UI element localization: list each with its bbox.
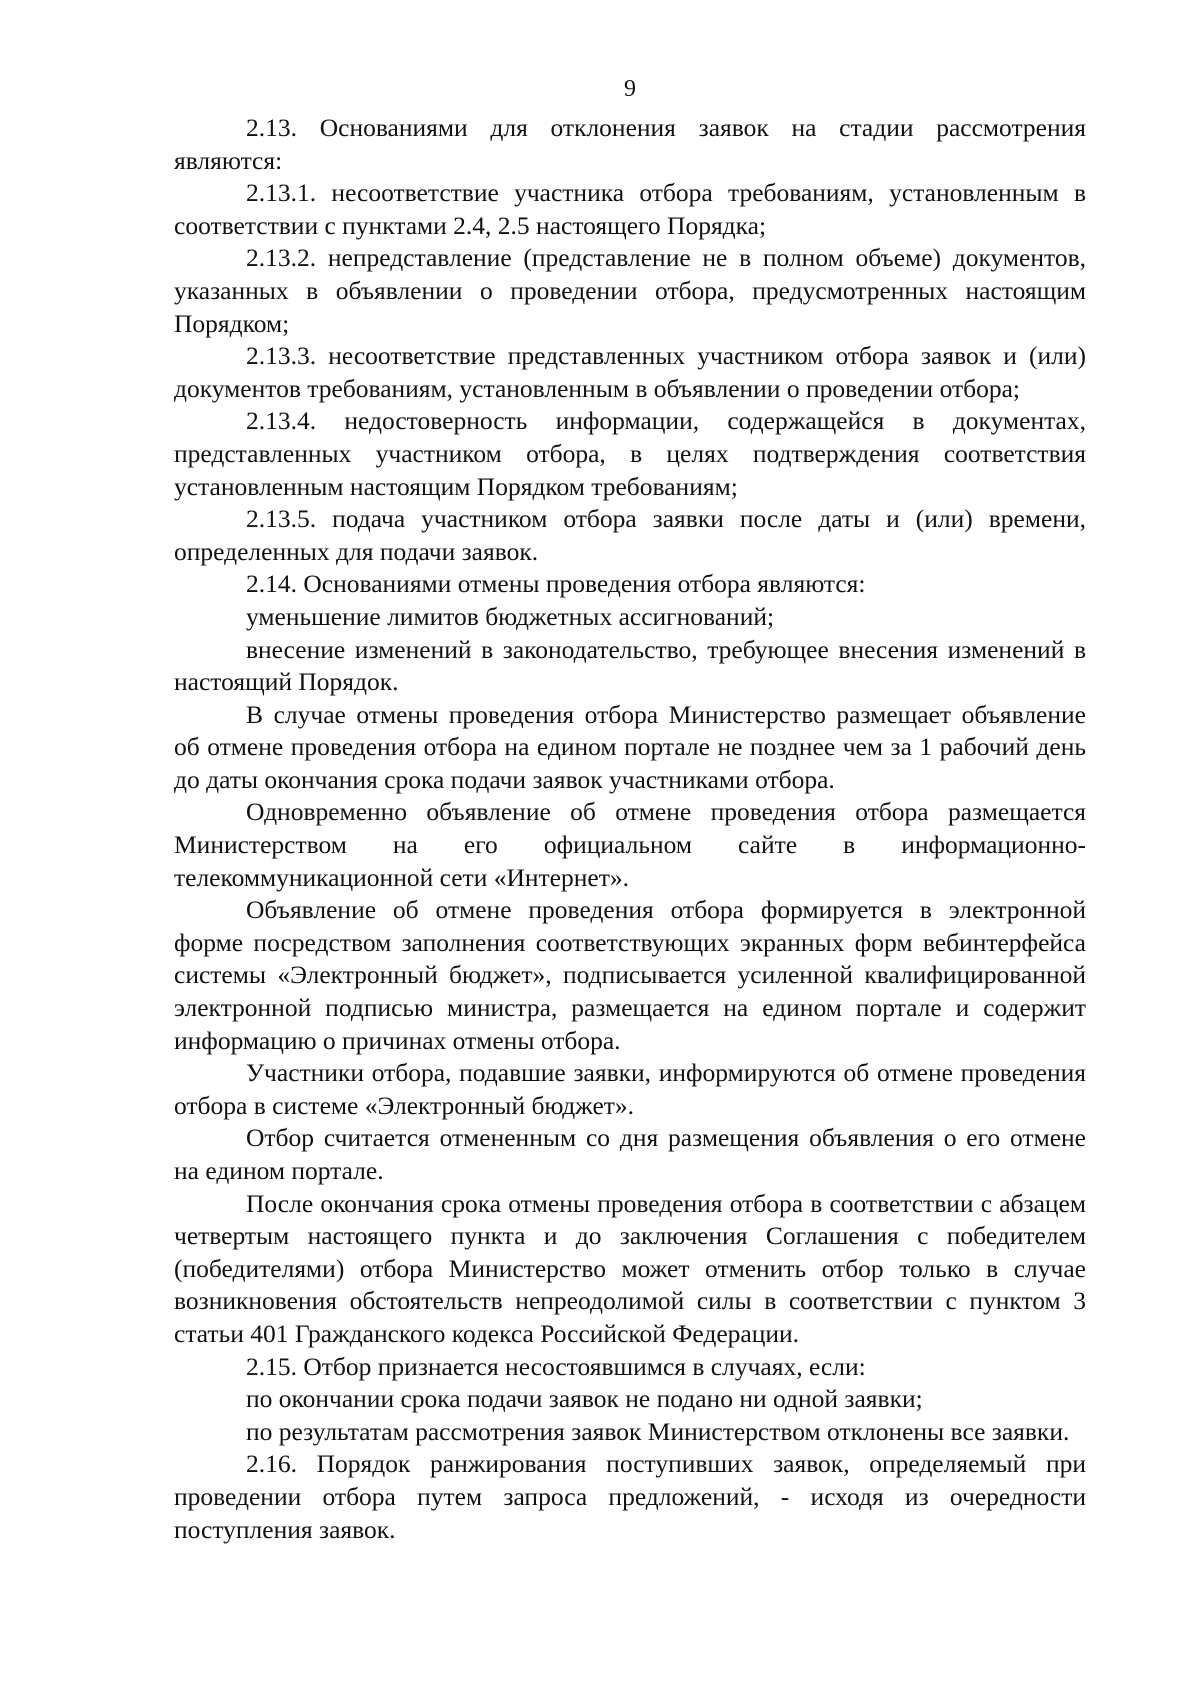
paragraph-2-16: 2.16. Порядок ранжирования поступивших заявок, определяемый при проведении отбора путем запроса предложений, - исходя из очередности поступления заявок.	[174, 1449, 1086, 1544]
paragraph-2-13-5: 2.13.5. подача участником отбора заявки после даты и (или) времени, определенных для подачи заявок.	[174, 504, 1086, 566]
paragraph-2-15-item-2: по результатам рассмотрения заявок Министерством отклонены все заявки.	[246, 1416, 1070, 1446]
paragraph-2-13: 2.13. Основаниями для отклонения заявок на стадии рассмотрения являются:	[174, 113, 1086, 175]
paragraph-electronic-form: Объявление об отмене проведения отбора формируется в электронной форме посредством заполнения соответствующих экранных форм вебинтерфейса системы «Электронный бюджет», подписывается усиленной квалифицированной электронной подписью министра, размещается на едином портале и содержит информацию о причинах отмены отбора.	[174, 895, 1086, 1055]
paragraph-2-14: 2.14. Основаниями отмены проведения отбора являются:	[246, 569, 866, 599]
paragraph-2-13-3: 2.13.3. несоответствие представленных участником отбора заявок и (или) документов требованиям, установленным в объявлении о проведении отбора;	[174, 341, 1086, 403]
paragraph-2-14-item-2: внесение изменений в законодательство, требующее внесения изменений в настоящий Порядок.	[174, 634, 1086, 697]
paragraph-2-15-item-1: по окончании срока подачи заявок не подано ни одной заявки;	[246, 1384, 923, 1414]
paragraph-participants-informed: Участники отбора, подавшие заявки, информируются об отмене проведения отбора в системе «Электронный бюджет».	[174, 1058, 1086, 1120]
paragraph-2-14-item-1: уменьшение лимитов бюджетных ассигнований;	[246, 601, 775, 631]
document-body	[174, 112, 1086, 1546]
paragraph-2-13-1: 2.13.1. несоответствие участника отбора требованиям, установленным в соответствии с пунктами 2.4, 2.5 настоящего Порядка;	[174, 178, 1086, 240]
paragraph-force-majeure: После окончания срока отмены проведения отбора в соответствии с абзацем четвертым настоящего пункта и до заключения Соглашения с победителем (победителями) отбора Министерство может отменить отбор только в случае возникновения обстоятельств непреодолимой силы в соответствии с пунктом 3 статьи 401 Гражданского кодекса Российской Федерации.	[174, 1188, 1086, 1348]
paragraph-2-13-4: 2.13.4. недостоверность информации, содержащейся в документах, представленных участником отбора, в целях подтверждения соответствия установленным настоящим Порядком требованиям;	[174, 406, 1086, 501]
paragraph-cancellation-notice: В случае отмены проведения отбора Министерство размещает объявление об отмене проведения отбора на едином портале не позднее чем за 1 рабочий день до даты окончания срока подачи заявок участниками отбора.	[174, 699, 1086, 794]
page-number: 9	[624, 76, 636, 102]
paragraph-2-15: 2.15. Отбор признается несостоявшимся в случаях, если:	[246, 1351, 866, 1381]
paragraph-website-notice: Одновременно объявление об отмене проведения отбора размещается Министерством на его официальном сайте в информационно-телекоммуникационной сети «Интернет».	[174, 797, 1086, 892]
paragraph-2-13-2: 2.13.2. непредставление (представление не в полном объеме) документов, указанных в объявлении о проведении отбора, предусмотренных настоящим Порядком;	[174, 243, 1086, 338]
paragraph-cancelled-date: Отбор считается отмененным со дня размещения объявления о его отмене на едином портале.	[174, 1123, 1086, 1185]
